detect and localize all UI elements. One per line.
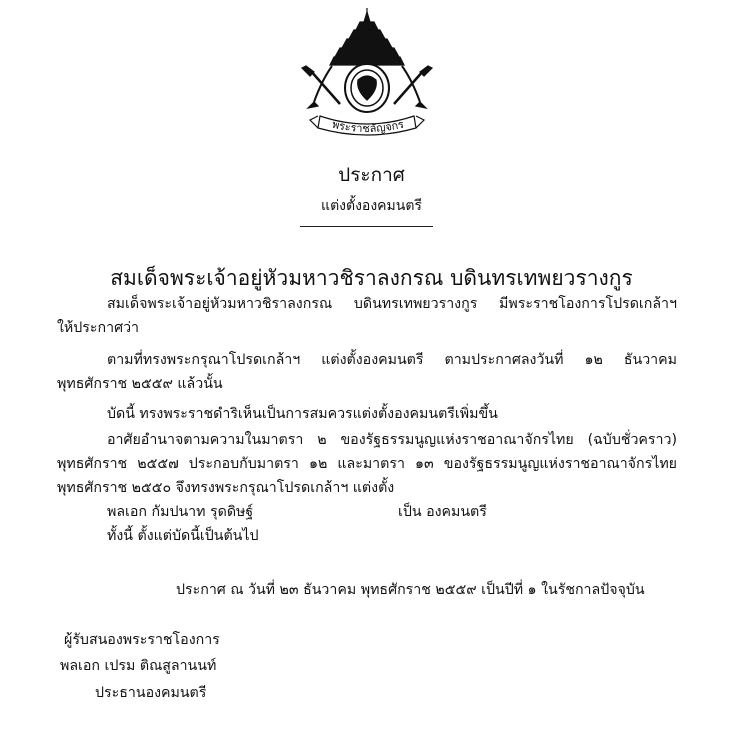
countersign-name: พลเอก เปรม ติณสูลานนท์ [60, 658, 217, 674]
body-line-3: ตามที่ทรงพระกรุณาโปรดเกล้าฯ แต่งตั้งองคมนตรี ตามประกาศลงวันที่ ๑๒ ธันวาคม [107, 352, 677, 368]
royal-cypher-emblem-icon [292, 8, 442, 138]
body-line-6: อาศัยอำนาจตามความในมาตรา ๒ ของรัฐธรรมนูญแห่งราชอาณาจักรไทย (ฉบับชั่วคราว) [107, 432, 677, 448]
announcement-date: ประกาศ ณ วันที่ ๒๓ ธันวาคม พุทธศักราช ๒๕๕๙ เป็นปีที่ ๑ ในรัชกาลปัจจุบัน [176, 582, 645, 598]
appointee-name: พลเอก กัมปนาท รุดดิษฐ์ [107, 504, 254, 520]
title-divider [300, 226, 433, 227]
countersign-title: ผู้รับสนองพระราชโองการ [64, 632, 220, 648]
body-line-7: พุทธศักราช ๒๕๕๗ ประกอบกับมาตรา ๑๒ และมาตรา ๑๓ ของรัฐธรรมนูญแห่งราชอาณาจักรไทย [57, 456, 677, 472]
body-line-8: พุทธศักราช ๒๕๕๐ จึงทรงพระกรุณาโปรดเกล้าฯ แต่งตั้ง [57, 480, 395, 496]
body-line-4: พุทธศักราช ๒๕๕๙ แล้วนั้น [57, 376, 223, 392]
document-subtitle: แต่งตั้งองคมนตรี [321, 198, 422, 214]
countersign-position: ประธานองคมนตรี [95, 685, 207, 701]
emblem-banner-text: พระราชลัญจกร [330, 117, 406, 136]
body-line-1: สมเด็จพระเจ้าอยู่หัวมหาวชิราลงกรณ บดินทรเทพยวรางกูร มีพระราชโองการโปรดเกล้าฯ [107, 296, 677, 312]
royal-emblem [292, 8, 442, 138]
body-line-2: ให้ประกาศว่า [57, 320, 140, 336]
effective-line: ทั้งนี้ ตั้งแต่บัดนี้เป็นต้นไป [107, 528, 259, 544]
document-title: ประกาศ [338, 164, 405, 186]
body-line-5: บัดนี้ ทรงพระราชดำริเห็นเป็นการสมควรแต่งตั้งองคมนตรีเพิ่มขึ้น [107, 406, 498, 422]
appointee-position: เป็น องคมนตรี [398, 504, 487, 520]
king-heading: สมเด็จพระเจ้าอยู่หัวมหาวชิราลงกรณ บดินทรเทพยวรางกูร [110, 266, 633, 290]
